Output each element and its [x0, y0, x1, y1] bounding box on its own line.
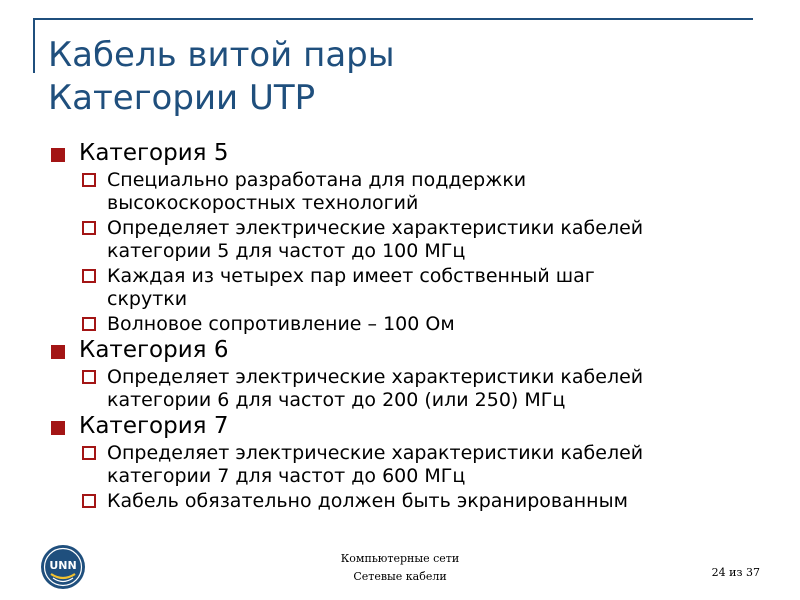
list-item-line: Волновое сопротивление – 100 Ом	[107, 313, 455, 335]
square-bullet-icon	[51, 148, 65, 162]
category-7-heading: Категория 7	[48, 412, 748, 440]
list-item-line: Определяет электрические характеристики кабелей	[107, 217, 644, 239]
checkbox-bullet-icon	[82, 269, 96, 283]
checkbox-bullet-icon	[82, 173, 96, 187]
list-item	[48, 169, 748, 215]
square-bullet-icon	[51, 421, 65, 435]
list-item-line: Каждая из четырех пар имеет собственный шаг	[107, 265, 595, 287]
list-item-line: Кабель обязательно должен быть экранированным	[107, 490, 628, 512]
slide-title-line-1: Кабель витой пары	[48, 35, 395, 75]
list-item	[48, 265, 748, 311]
logo-text: UNN	[49, 559, 77, 572]
category-5-heading: Категория 5	[48, 139, 748, 167]
footer	[300, 550, 500, 586]
footer-course: Компьютерные сети	[340, 552, 460, 565]
list-item-line: Определяет электрические характеристики кабелей	[107, 442, 644, 464]
list-item	[48, 217, 748, 263]
list-item-line: Определяет электрические характеристики кабелей	[107, 366, 644, 388]
list-item	[48, 366, 748, 412]
list-item-line: высокоскоростных технологий	[107, 192, 419, 214]
checkbox-bullet-icon	[82, 370, 96, 384]
slide-content	[48, 139, 748, 513]
unn-university-logo-icon	[40, 544, 86, 590]
title-rule-vertical	[33, 18, 35, 73]
list-item-line: категории 7 для частот до 600 МГц	[107, 465, 466, 487]
list-item-line: Специально разработана для поддержки	[107, 169, 527, 191]
page-number: 24 из 37	[711, 566, 760, 579]
slide-title-line-2: Категории UTP	[48, 78, 316, 118]
checkbox-bullet-icon	[82, 446, 96, 460]
list-item	[48, 490, 748, 513]
checkbox-bullet-icon	[82, 221, 96, 235]
checkbox-bullet-icon	[82, 317, 96, 331]
category-6-heading: Категория 6	[48, 336, 748, 364]
footer-topic: Сетевые кабели	[353, 570, 447, 583]
square-bullet-icon	[51, 345, 65, 359]
list-item-line: категории 5 для частот до 100 МГц	[107, 240, 466, 262]
list-item-line: скрутки	[107, 288, 188, 310]
list-item-line: категории 6 для частот до 200 (или 250) МГц	[107, 389, 566, 411]
checkbox-bullet-icon	[82, 494, 96, 508]
list-item	[48, 442, 748, 488]
slide-title	[48, 34, 395, 120]
title-rule-horizontal	[33, 18, 753, 20]
list-item	[48, 313, 748, 336]
